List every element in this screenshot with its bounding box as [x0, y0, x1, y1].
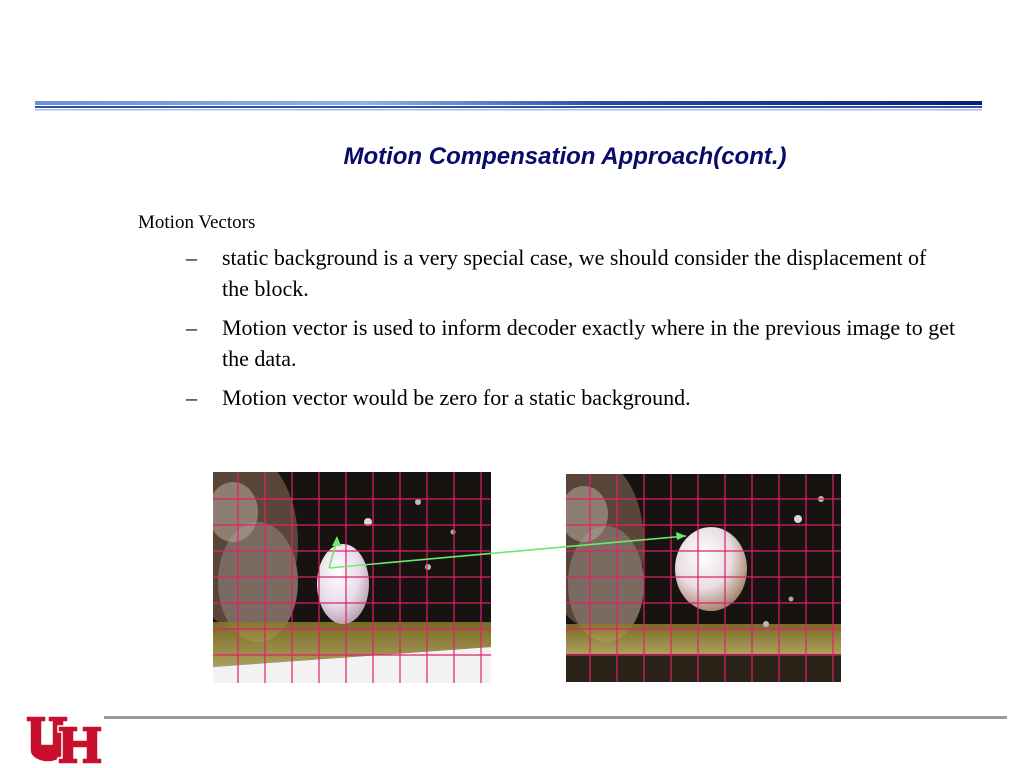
bullet-dash: –: [186, 385, 197, 410]
previous-frame-image: [213, 472, 491, 683]
slide-title: Motion Compensation Approach(cont.): [343, 143, 787, 170]
top-divider: [35, 101, 982, 111]
bullet-dash: –: [186, 315, 197, 340]
bottom-divider: [104, 716, 1007, 719]
list-item: [186, 242, 956, 304]
uh-logo: [24, 712, 104, 768]
bullet-text: Motion vector would be zero for a static background.: [222, 385, 691, 410]
list-item: [186, 382, 956, 413]
current-frame-image: [566, 474, 841, 682]
list-item: [186, 312, 956, 374]
current-frame-scene: [566, 474, 841, 682]
bullet-text: static background is a very special case, we should consider the displacement of the block.: [222, 245, 927, 301]
bullet-dash: –: [186, 245, 197, 270]
previous-frame-scene: [213, 472, 491, 683]
bullet-text: Motion vector is used to inform decoder exactly where in the previous image to get the data.: [222, 315, 956, 371]
section-label: Motion Vectors: [138, 212, 256, 233]
bullet-list: [186, 242, 956, 421]
